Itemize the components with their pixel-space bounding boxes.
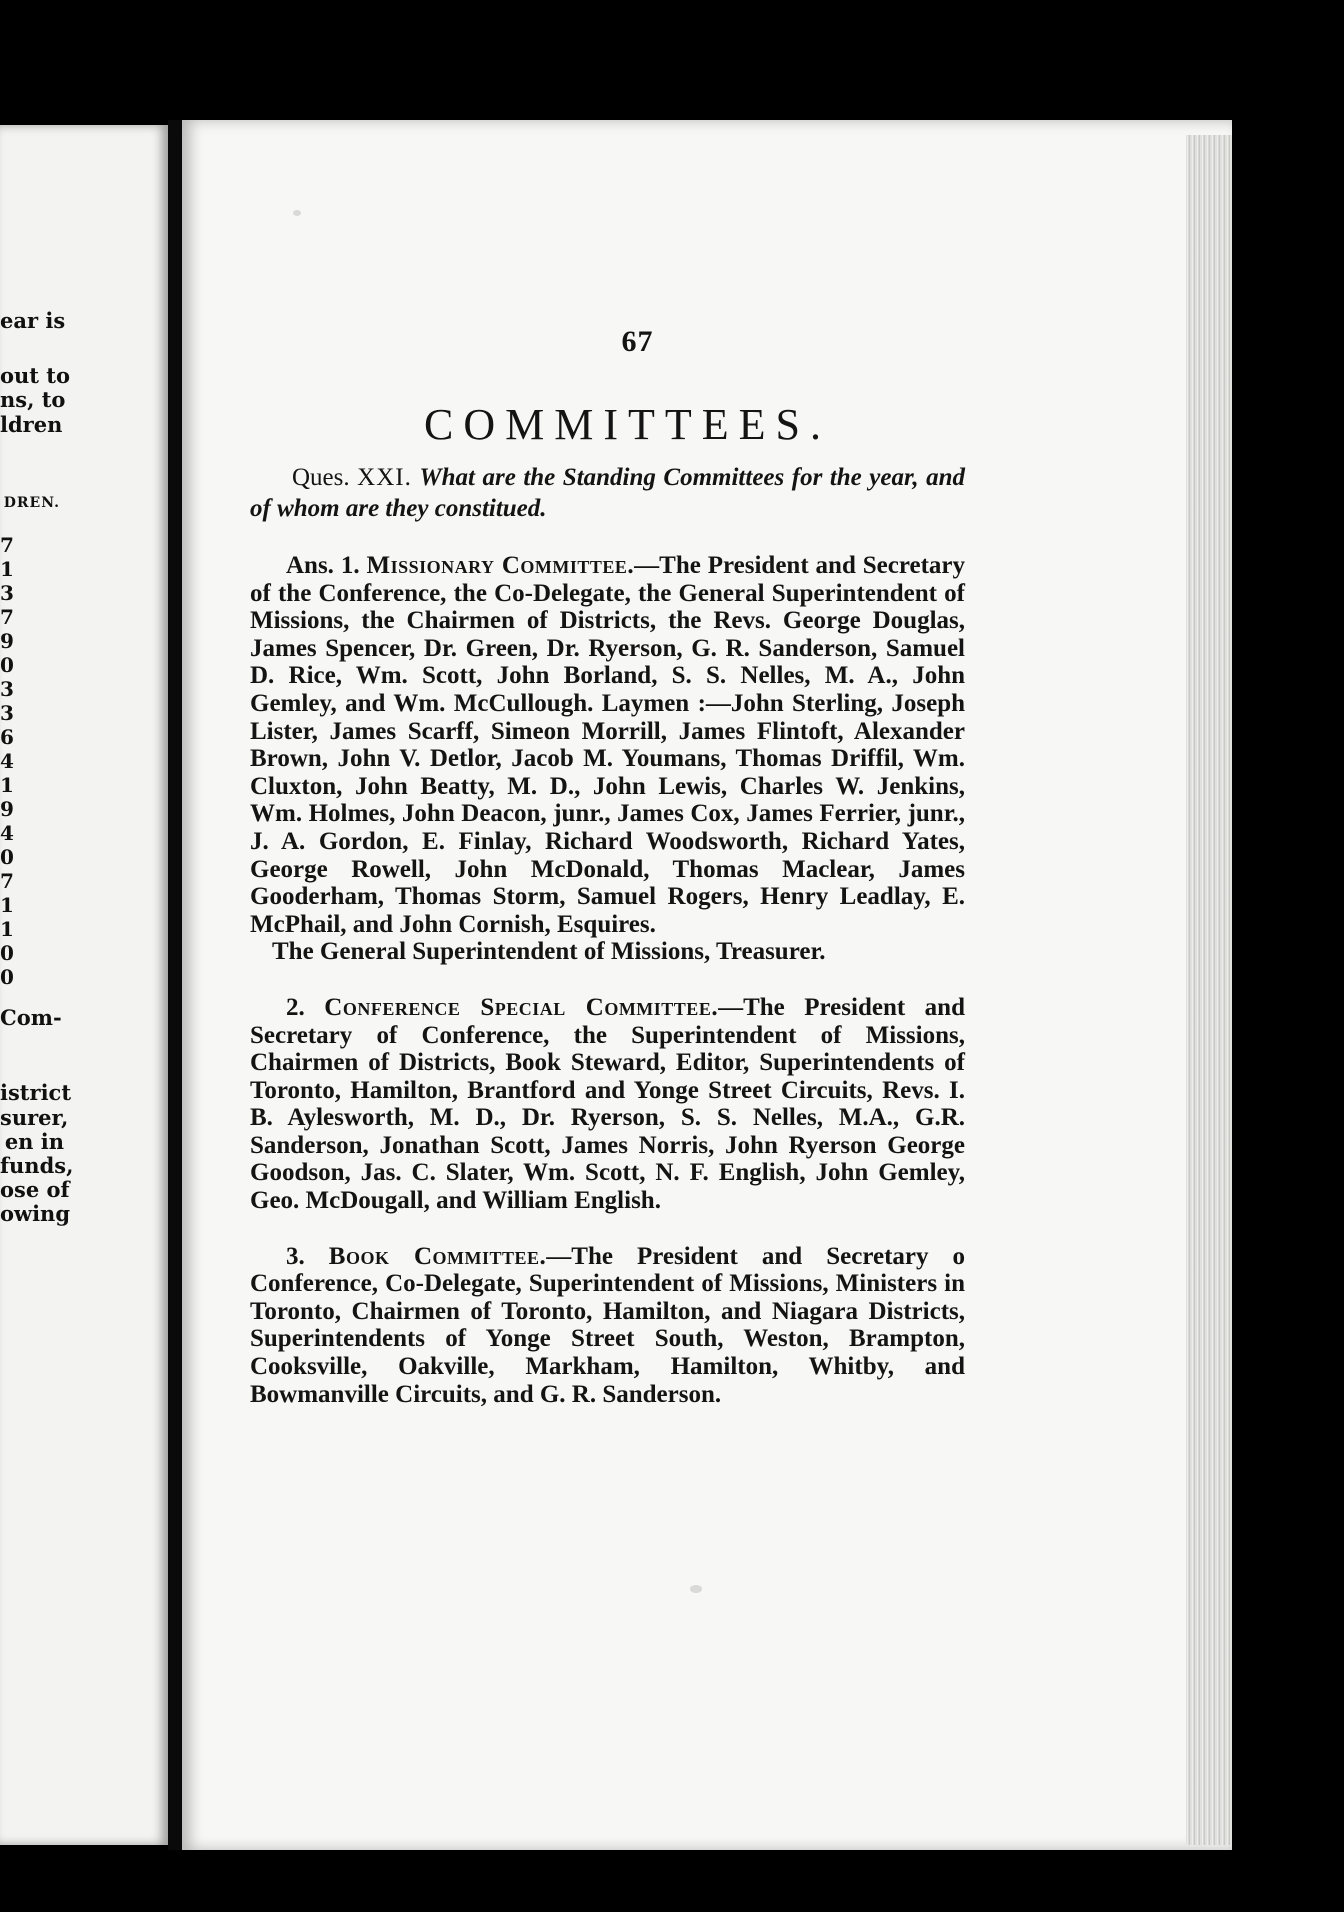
committee-members: —The President and Secretary of Conference, the Superintendent of Missions, Chairmen of Districts, Book Steward, Editor, Superintendents of Toronto, Hamilton, Brantford and Yonge Street Circuits, Revs. I. B. Aylesworth, M. D., Dr. Ryerson, S. S. Nelles, M.A., G.R. Sanderson, Jonathan Scott, James Norris, John Ryerson George Goodson, Jas. C. Slater, Wm. Scott, N. F. English, John Gemley, Geo. McDougall, and William English. <box>250 993 965 1215</box>
left-fragment: istrict <box>0 1080 72 1105</box>
page-fore-edge <box>1186 135 1232 1845</box>
left-fragment: ose of <box>0 1177 70 1202</box>
left-fragment: DREN. <box>3 495 60 511</box>
left-digit: 0 <box>0 845 14 869</box>
answer-paragraph-book <box>250 1243 965 1409</box>
left-fragment: ldren <box>0 412 63 437</box>
answer-paragraph-missionary <box>250 552 965 966</box>
left-fragment: Com- <box>0 1005 62 1030</box>
left-digit: 3 <box>0 677 14 701</box>
left-digit: 4 <box>0 749 14 773</box>
left-digit: 0 <box>0 941 14 965</box>
committee-members: —The President and Secretary of the Conference, the Co-Delegate, the General Superintendent of Missions, the Chairmen of Districts, the Revs. George Douglas, James Spencer, Dr. Green, Dr. Ryerson, G. R. Sanderson, Samuel D. Rice, Wm. Scott, John Borland, S. S. Nelles, M. A., John Gemley, and Wm. McCullough. Laymen :—John Sterling, Joseph Lister, James Scarff, Simeon Morrill, James Flintoft, Alexander Brown, John V. Detlor, Jacob M. Youmans, Thomas Driffil, Wm. Cluxton, John Beatty, M. D., John Lewis, Charles W. Jenkins, Wm. Holmes, John Deacon, junr., James Cox, James Ferrier, junr., J. A. Gordon, E. Finlay, Richard Woodsworth, Richard Yates, George Rowell, John McDonald, Thomas Maclear, James Gooderham, Thomas Storm, Samuel Rogers, Henry Leadlay, E. McPhail, and John Cornish, Esquires. <box>250 552 965 938</box>
question-text: What are the Standing Committees for the year, and of whom are they constitued. <box>250 464 966 522</box>
ink-speck <box>293 210 301 216</box>
committee-title: Book Committee. <box>328 1242 547 1270</box>
left-digit: 4 <box>0 821 14 845</box>
left-digit: 9 <box>0 797 14 821</box>
left-fragment: en in <box>4 1129 64 1154</box>
left-digit: 0 <box>0 653 14 677</box>
left-digit: 7 <box>0 869 14 893</box>
left-digit: 1 <box>0 773 14 797</box>
answer-lead: 2. <box>286 993 305 1021</box>
question <box>250 462 965 524</box>
left-digit: 1 <box>0 893 14 917</box>
page-number: 67 <box>621 325 654 358</box>
left-digit: 9 <box>0 629 14 653</box>
left-fragment: ear is <box>0 308 66 333</box>
answer-paragraph-conference <box>250 994 965 1215</box>
left-fragment: out to <box>0 363 70 388</box>
left-digit: 3 <box>0 581 14 605</box>
book-gutter <box>168 120 182 1850</box>
left-digit: 1 <box>0 917 14 941</box>
left-fragment: ns, to <box>0 387 66 412</box>
page-title: COMMITTEES. <box>424 400 831 449</box>
committee-members: —The President and Secretary o Conference, Co-Delegate, Superintendent of Missions, Ministers in Toronto, Chairmen of Toronto, Hamilton, and Niagara Districts, Superintendents of Yonge Street South, Weston, Brampton, Cooksville, Oakville, Markham, Hamilton, Whitby, and Bowmanville Circuits, and G. R. Sanderson. <box>250 1242 965 1408</box>
ink-speck <box>690 1585 702 1593</box>
answer-lead: Ans. 1. <box>286 552 360 579</box>
left-digit: 6 <box>0 725 14 749</box>
left-fragment: owing <box>0 1201 71 1226</box>
left-fragment: funds, <box>0 1153 74 1178</box>
left-digit: 1 <box>0 557 14 581</box>
left-digit: 7 <box>0 605 14 629</box>
question-label: Ques. <box>292 464 350 491</box>
question-number: XXI. <box>357 464 412 491</box>
committee-title: Missionary Committee. <box>366 552 635 579</box>
left-digit: 0 <box>0 965 14 989</box>
left-fragment: surer, <box>0 1105 69 1130</box>
committee-title: Conference Special Committee. <box>324 993 719 1021</box>
answer-lead: 3. <box>286 1242 305 1270</box>
left-digit: 7 <box>0 533 14 557</box>
page-text <box>250 325 965 1436</box>
left-facing-page <box>0 125 168 1845</box>
left-digit: 3 <box>0 701 14 725</box>
treasurer-line: The General Superintendent of Missions, Treasurer. <box>272 938 826 966</box>
